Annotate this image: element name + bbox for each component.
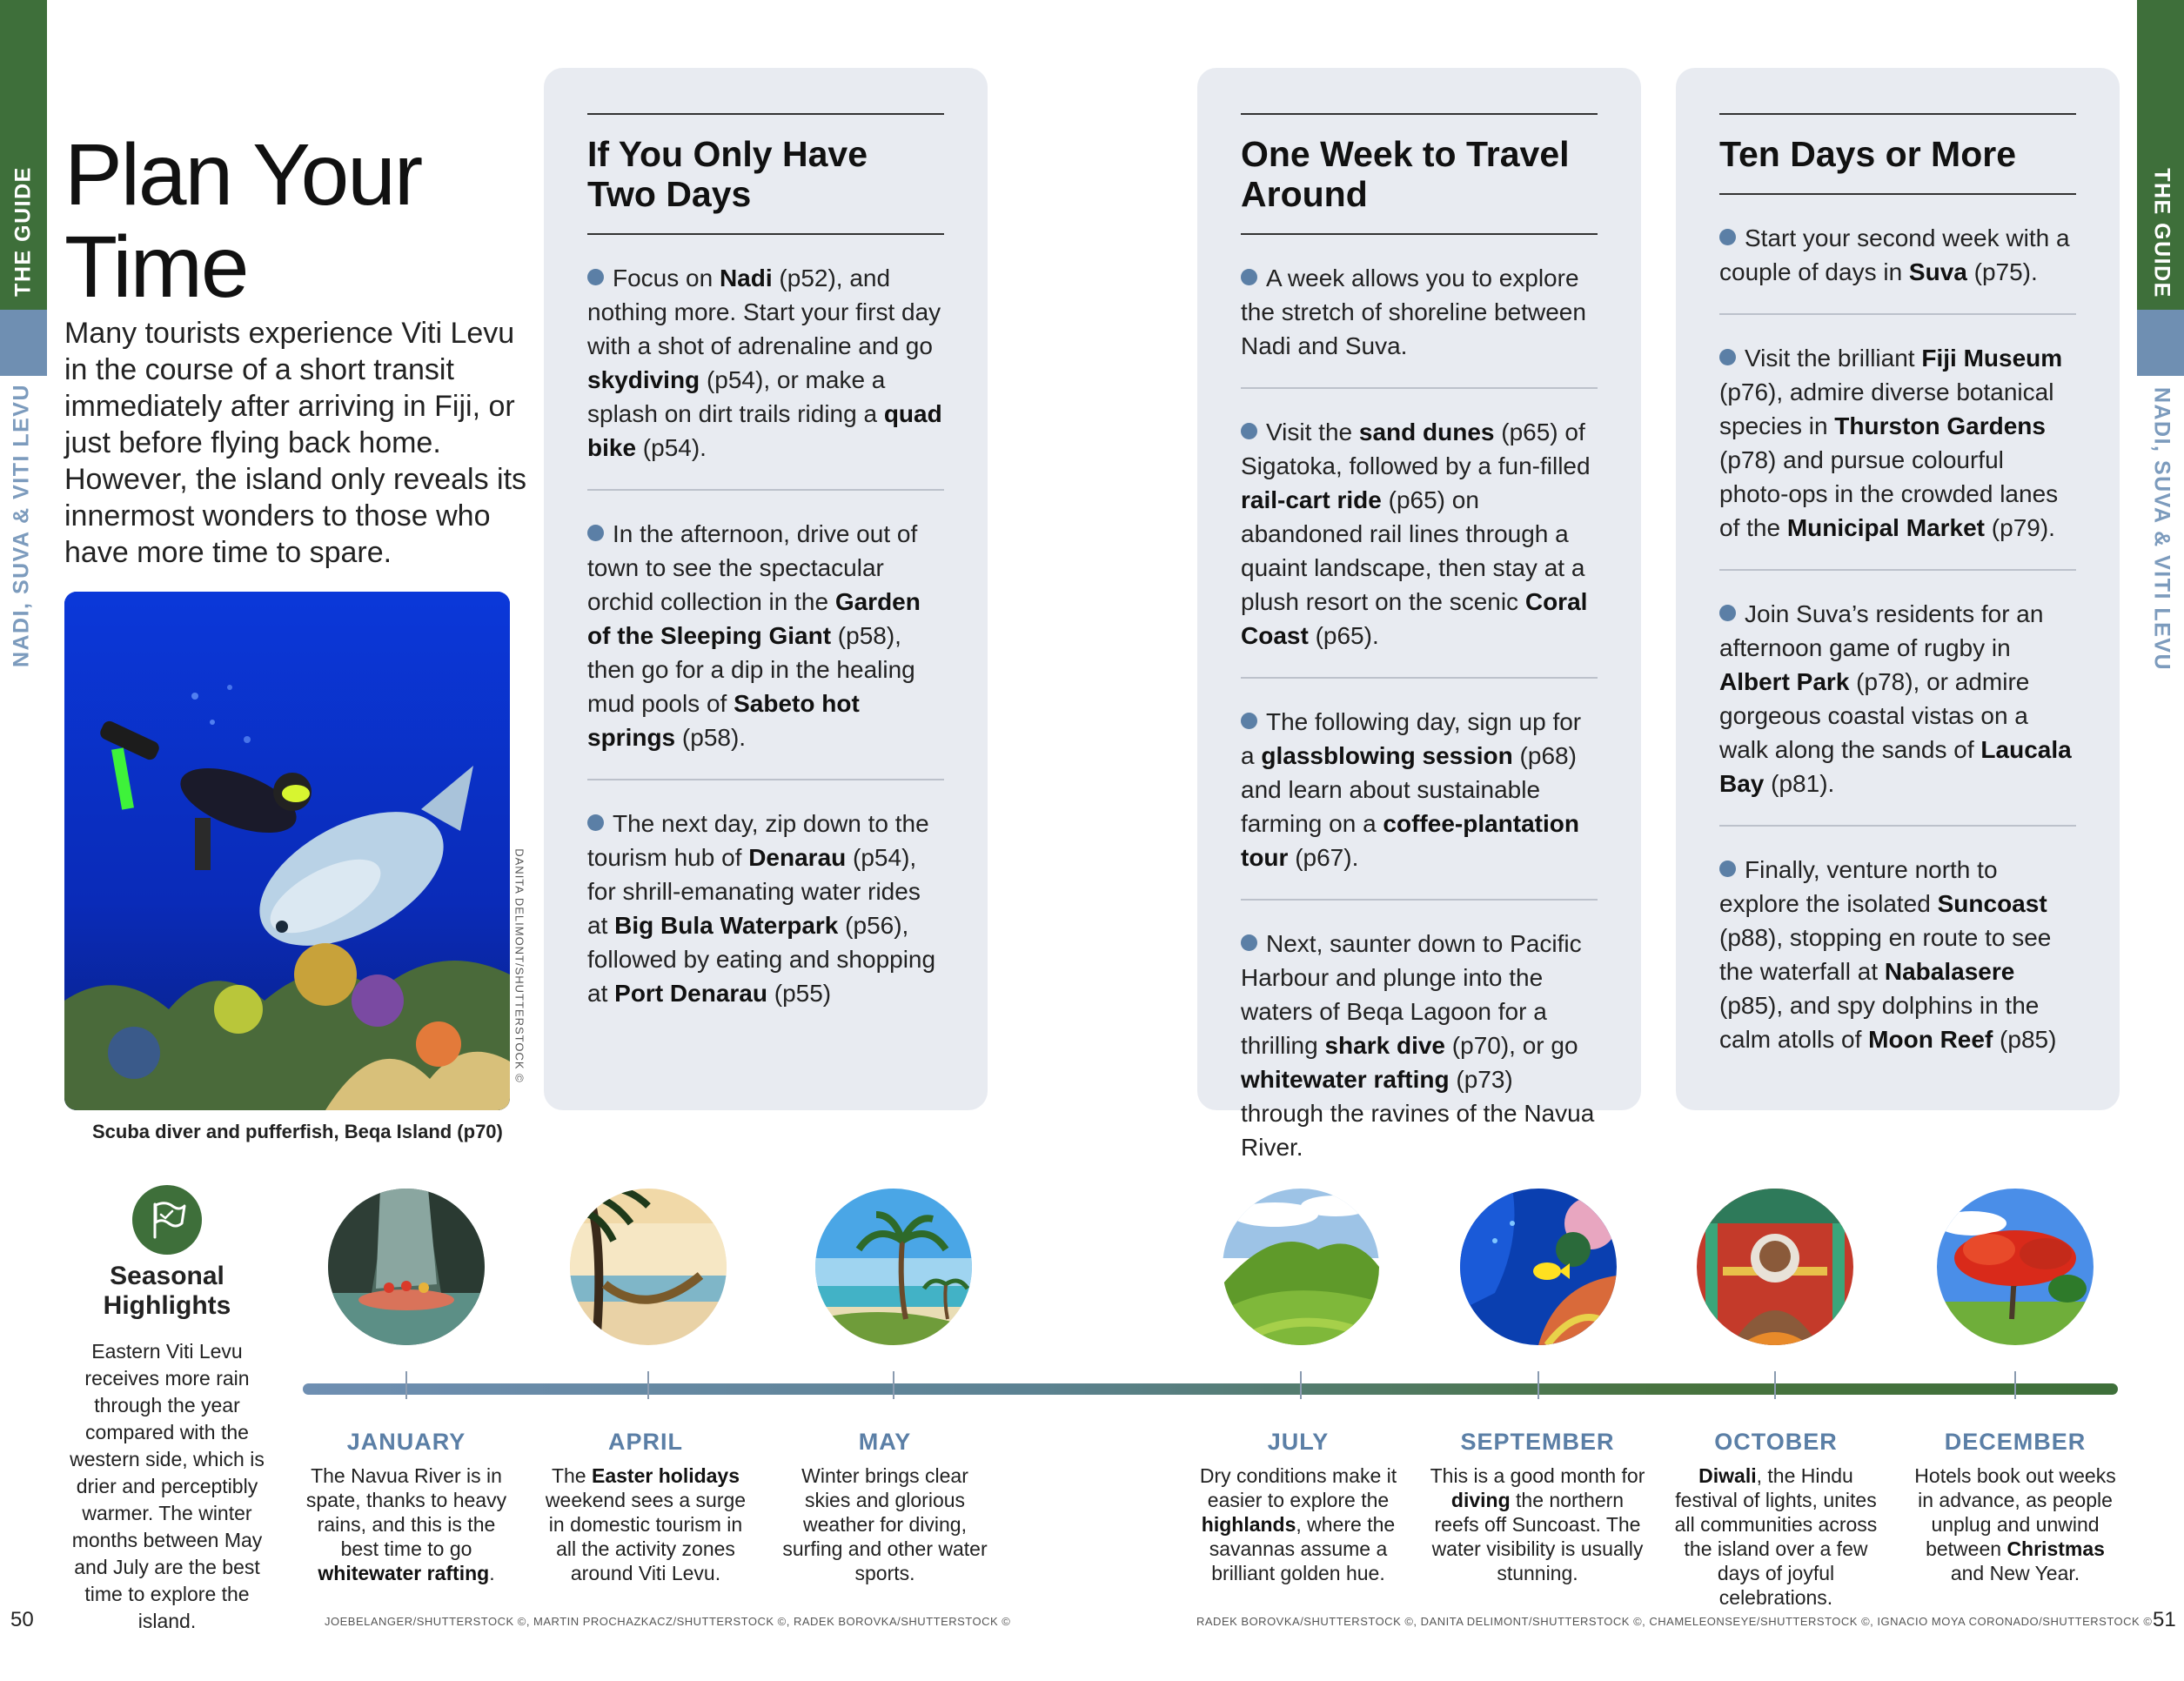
scuba-diver-photo	[64, 592, 510, 1110]
itinerary-item: Start your second week with a couple of days in Suva (p75).	[1719, 195, 2076, 315]
panel-items	[1719, 195, 2076, 1081]
timeline-tick-july	[1300, 1371, 1302, 1399]
month-photo-diwali	[1697, 1189, 1853, 1345]
month-desc-april: The Easter holidays weekend sees a surge in domestic tourism in all the activity zones around Viti Levu.	[545, 1464, 747, 1584]
panel-items	[1241, 235, 1598, 1189]
right-tab-label: THE GUIDE	[2149, 168, 2174, 298]
itinerary-item: Next, saunter down to Pacific Harbour and plunge into the waters of Beqa Lagoon for a thrilling shark dive (p70), or go whitewater rafting (p73) through the ravines of the Navua River.	[1241, 930, 1595, 1161]
bullet-icon	[1241, 423, 1257, 439]
left-tab-label: THE GUIDE	[10, 166, 36, 297]
month-label-january: JANUARY	[346, 1429, 466, 1455]
month-label-july: JULY	[1267, 1429, 1330, 1455]
bullet-icon	[1719, 861, 1736, 877]
month-label-april: APRIL	[608, 1429, 683, 1455]
bullet-icon	[587, 525, 604, 541]
itinerary-item: Focus on Nadi (p52), and nothing more. Start your first day with a shot of adrenaline and go skydiving (p54), or make a splash on dirt trails riding a quad bike (p54).	[587, 235, 944, 491]
month-desc-july: Dry conditions make it easier to explore the highlands, where the savannas assume a brilliant golden hue.	[1199, 1464, 1397, 1584]
timeline-tick-december	[2014, 1371, 2016, 1399]
timeline-tick-october	[1774, 1371, 1776, 1399]
timeline-tick-september	[1538, 1371, 1539, 1399]
month-desc-september: This is a good month for diving the northern reefs off Suncoast. The water visibility is usually stunning.	[1430, 1464, 1645, 1584]
panel-one-week	[1197, 68, 1641, 1161]
month-photo-rafting	[328, 1189, 485, 1345]
bullet-icon	[1241, 934, 1257, 951]
panel-title: Ten Days or More	[1719, 113, 2076, 195]
panel-title: If You Only Have Two Days	[587, 113, 944, 235]
month-label-may: MAY	[858, 1429, 912, 1455]
photo-credit: DANITA DELIMONT/SHUTTERSTOCK ©	[513, 848, 526, 1083]
timeline-tick-january	[405, 1371, 407, 1399]
itinerary-item: Visit the brilliant Fiji Museum (p76), admire diverse botanical species in Thurston Gardens (p78) and pursue colourful photo-ops in the crowded lanes of the Municipal Market (p79).	[1719, 315, 2076, 571]
itinerary-item: The next day, zip down to the tourism hub of Denarau (p54), for shrill-emanating water rides at Big Bula Waterpark (p56), followed by eating and shopping at Port Denarau (p55)	[587, 810, 936, 1007]
month-desc-may: Winter brings clear skies and glorious weather for diving, surfing and other water sports.	[782, 1464, 988, 1584]
seasonal-title: Seasonal Highlights	[103, 1262, 231, 1320]
month-desc-october: Diwali, the Hindu festival of lights, unites all communities across the island over a few days of joyful celebrations.	[1674, 1464, 1878, 1609]
right-section-label: NADI, SUVA & VITI LEVU	[2149, 386, 2174, 672]
panel-two-days	[544, 68, 988, 1110]
timeline-bar	[303, 1383, 2118, 1395]
month-photo-hammock	[570, 1189, 727, 1345]
panel-items	[587, 235, 944, 1035]
flag-icon	[132, 1185, 202, 1255]
bullet-icon	[1241, 269, 1257, 285]
page-number-left: 50	[10, 1608, 34, 1631]
footer-credit-right: RADEK BOROVKA/SHUTTERSTOCK ©, DANITA DELIMONT/SHUTTERSTOCK ©, CHAMELEONSEYE/SHUTTERSTOCK ©, IGNACIO MOYA CORONADO/SHUTTERSTOCK ©	[1196, 1615, 2153, 1628]
bullet-icon	[587, 269, 604, 285]
page-number-right: 51	[2153, 1608, 2176, 1631]
timeline-tick-may	[893, 1371, 894, 1399]
bullet-icon	[1719, 349, 1736, 365]
page-title: Plan Your Time	[64, 126, 422, 316]
itinerary-item: The following day, sign up for a glassblowing session (p68) and learn about sustainable farming on a coffee-plantation tour (p67).	[1241, 679, 1598, 901]
month-photo-highlands	[1223, 1189, 1379, 1345]
month-desc-december: Hotels book out weeks in advance, as people unplug and unwind between Christmas and New Year.	[1914, 1464, 2116, 1584]
bullet-icon	[1241, 713, 1257, 729]
bullet-icon	[1719, 605, 1736, 621]
footer-credit-left: JOEBELANGER/SHUTTERSTOCK ©, MARTIN PROCHAZKACZ/SHUTTERSTOCK ©, RADEK BOROVKA/SHUTTERSTOCK ©	[325, 1615, 1011, 1628]
left-tab-marker	[0, 310, 47, 376]
month-label-december: DECEMBER	[1944, 1429, 2087, 1455]
itinerary-item: Visit the sand dunes (p65) of Sigatoka, followed by a fun-filled rail-cart ride (p65) on abandoned rail lines through a quaint landscape, then stay at a plush resort on the scenic Coral Coast (p65).	[1241, 389, 1598, 679]
itinerary-item: Finally, venture north to explore the isolated Suncoast (p88), stopping en route to see the waterfall at Nabalasere (p85), and spy dolphins in the calm atolls of Moon Reef (p85)	[1719, 856, 2057, 1053]
bullet-icon	[1719, 229, 1736, 245]
bullet-icon	[587, 814, 604, 831]
right-tab-marker	[2137, 310, 2184, 376]
month-label-september: SEPTEMBER	[1460, 1429, 1615, 1455]
photo-caption: Scuba diver and pufferfish, Beqa Island (p70)	[92, 1121, 503, 1142]
panel-title: One Week to Travel Around	[1241, 113, 1598, 235]
month-desc-january: The Navua River is in spate, thanks to heavy rains, and this is the best time to go whitewater rafting.	[305, 1464, 507, 1584]
intro-text: Many tourists experience Viti Levu in the course of a short transit immediately after arriving in Fiji, or just before flying back home. However, the island only reveals its innermost wonders to those who have more time to spare.	[64, 317, 527, 569]
seasonal-description: Eastern Viti Levu receives more rain through the year compared with the western side, which is drier and perceptibly warmer. The winter months between May and July are the best time to explore the island.	[70, 1340, 265, 1632]
timeline-tick-april	[647, 1371, 649, 1399]
itinerary-item: A week allows you to explore the stretch of shoreline between Nadi and Suva.	[1241, 235, 1598, 389]
itinerary-item: In the afternoon, drive out of town to see the spectacular orchid collection in the Garden of the Sleeping Giant (p58), then go for a dip in the healing mud pools of Sabeto hot springs (p58).	[587, 491, 944, 780]
left-section-label: NADI, SUVA & VITI LEVU	[9, 383, 34, 668]
month-photo-reef	[1460, 1189, 1617, 1345]
panel-ten-days	[1676, 68, 2120, 1110]
itinerary-item: Join Suva’s residents for an afternoon game of rugby in Albert Park (p78), or admire gorgeous coastal vistas on a walk along the sands of Laucala Bay (p81).	[1719, 571, 2076, 827]
month-label-october: OCTOBER	[1714, 1429, 1838, 1455]
month-photo-palm-beach	[815, 1189, 972, 1345]
month-photo-flame-tree	[1937, 1189, 2094, 1345]
